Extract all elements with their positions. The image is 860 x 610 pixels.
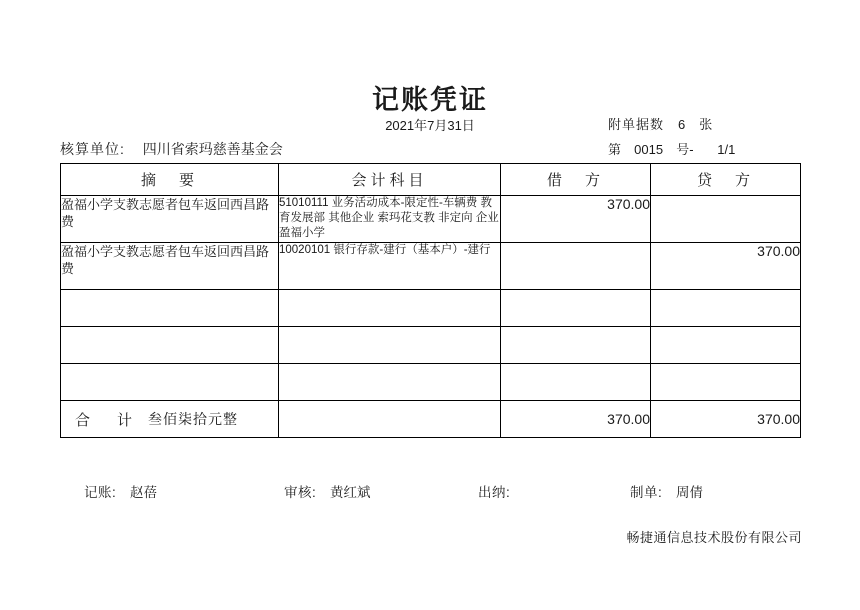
column-header-abstract: 摘 要 xyxy=(61,164,279,196)
cell-credit xyxy=(651,290,801,327)
signature-bookkeeper xyxy=(84,481,157,501)
cell-abstract xyxy=(61,364,279,401)
column-header-debit: 借 方 xyxy=(501,164,651,196)
voucher-date: 2021年7月31日 xyxy=(385,118,475,133)
signature-preparer xyxy=(630,481,703,501)
total-label: 合 计 xyxy=(75,411,139,429)
signature-auditor-label: 审核: xyxy=(284,485,317,500)
cell-subject xyxy=(279,290,501,327)
cell-debit: 370.00 xyxy=(501,196,651,243)
total-cell-subject xyxy=(279,401,501,438)
table-header-row xyxy=(61,164,801,196)
signature-cashier xyxy=(478,481,520,501)
signature-preparer-value: 周倩 xyxy=(676,485,704,500)
cell-abstract: 盈福小学支教志愿者包车返回西昌路费 xyxy=(61,243,279,290)
serial-number: 0015 xyxy=(634,142,664,157)
column-header-subject: 会计科目 xyxy=(279,164,501,196)
voucher-table xyxy=(60,163,801,438)
serial-number-row xyxy=(608,139,735,158)
total-credit: 370.00 xyxy=(651,401,801,438)
signature-cashier-label: 出纳: xyxy=(478,485,511,500)
table-total-row xyxy=(61,401,801,438)
cell-abstract: 盈福小学支教志愿者包车返回西昌路费 xyxy=(61,196,279,243)
cell-credit xyxy=(651,196,801,243)
table-row xyxy=(61,243,801,290)
cell-credit: 370.00 xyxy=(651,243,801,290)
signature-bookkeeper-value: 赵蓓 xyxy=(130,485,158,500)
attachment-label: 附单据数 xyxy=(608,117,665,132)
total-cell-abstract xyxy=(61,401,279,438)
page-number: 1/1 xyxy=(717,142,736,157)
cell-subject: 51010111 业务活动成本-限定性-车辆费 教育发展部 其他企业 索玛花支教 非定向 企业 盈福小学 xyxy=(279,196,501,243)
cell-abstract xyxy=(61,327,279,364)
vendor-footer: 畅捷通信息技术股份有限公司 xyxy=(626,530,802,545)
total-amount-words: 叁佰柒拾元整 xyxy=(148,411,239,427)
page-title: 记账凭证 xyxy=(372,85,488,115)
column-header-credit: 贷 方 xyxy=(651,164,801,196)
cell-debit xyxy=(501,243,651,290)
cell-debit xyxy=(501,327,651,364)
accounting-unit-row xyxy=(60,139,283,159)
table-row-blank xyxy=(61,364,801,401)
cell-credit xyxy=(651,364,801,401)
cell-debit xyxy=(501,290,651,327)
serial-label: 第 xyxy=(608,142,622,157)
cell-debit xyxy=(501,364,651,401)
accounting-unit-value: 四川省索玛慈善基金会 xyxy=(142,141,283,157)
accounting-unit-label: 核算单位: xyxy=(60,141,125,157)
cell-subject xyxy=(279,327,501,364)
attachment-unit: 张 xyxy=(699,117,713,132)
signature-auditor xyxy=(284,481,371,501)
cell-subject xyxy=(279,364,501,401)
table-row xyxy=(61,196,801,243)
table-row-blank xyxy=(61,290,801,327)
signature-preparer-label: 制单: xyxy=(630,485,663,500)
table-row-blank xyxy=(61,327,801,364)
total-debit: 370.00 xyxy=(501,401,651,438)
cell-subject: 10020101 银行存款-建行（基本户）-建行 xyxy=(279,243,501,290)
attachment-count-row xyxy=(608,114,712,133)
cell-abstract xyxy=(61,290,279,327)
cell-credit xyxy=(651,327,801,364)
signature-auditor-value: 黄红斌 xyxy=(330,485,371,500)
signature-bookkeeper-label: 记账: xyxy=(84,485,117,500)
serial-suffix: 号- xyxy=(676,142,694,157)
attachment-count: 6 xyxy=(678,117,686,132)
